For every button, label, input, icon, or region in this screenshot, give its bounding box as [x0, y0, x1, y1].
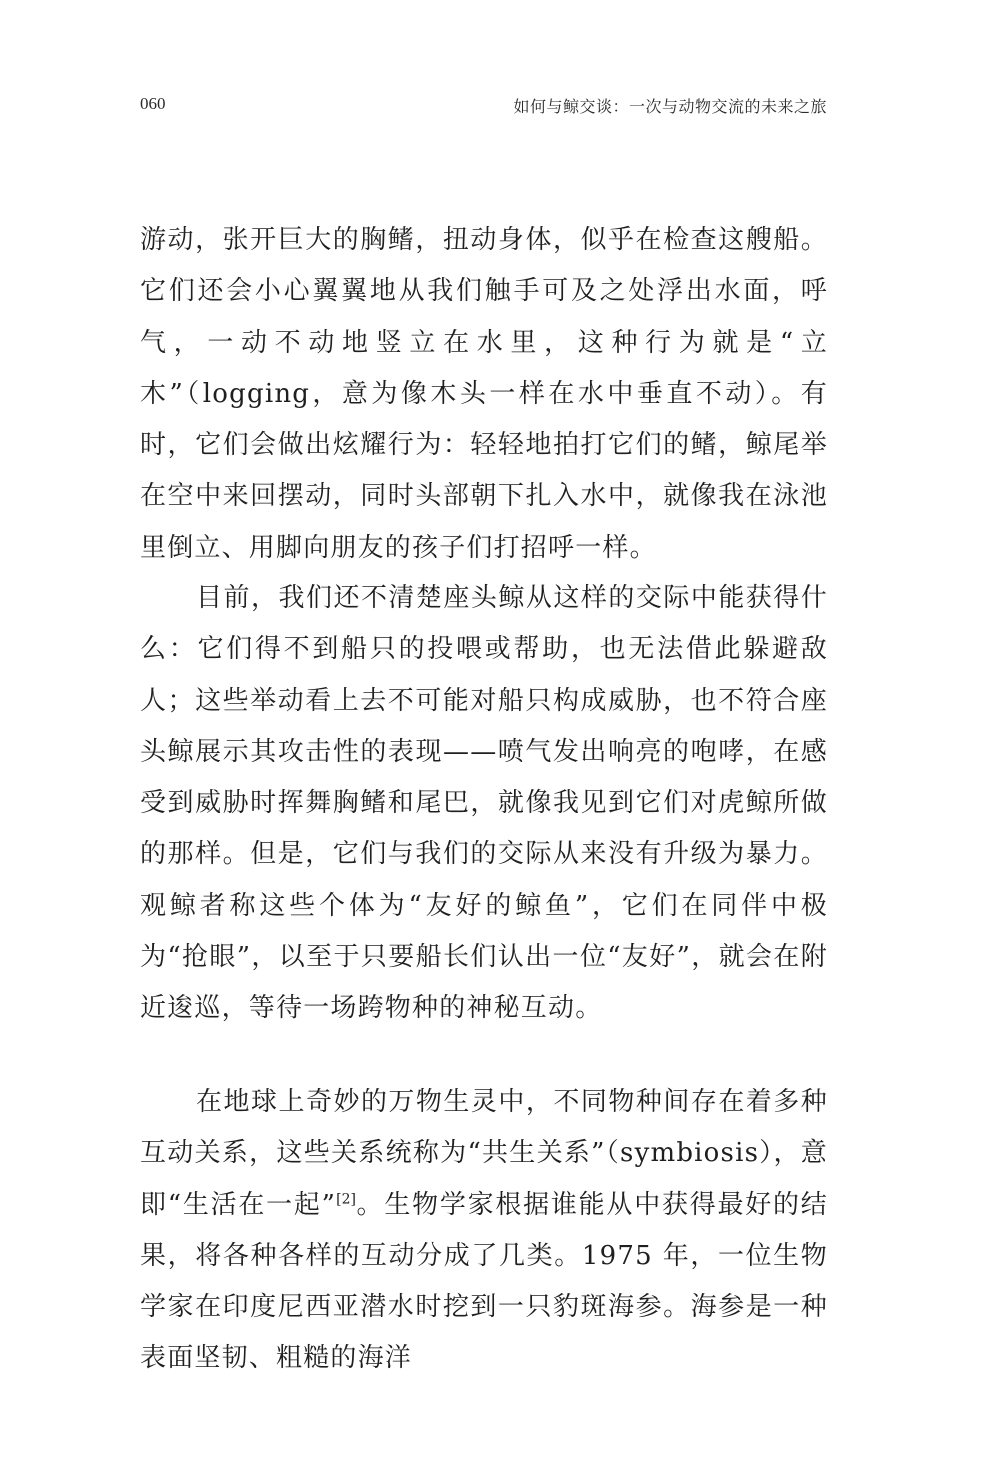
paragraph-3: [140, 1077, 828, 1385]
paragraph-1: [140, 215, 828, 574]
paragraph-3-text-a: 在地球上奇妙的万物生灵中，不同物种间存在着多种互动关系，这些关系统称为“共生关系”（symbiosis），意即“生活在一起”: [140, 1087, 828, 1220]
book-title: 如何与鲸交谈：一次与动物交流的未来之旅: [513, 97, 827, 116]
footnote-reference[interactable]: [2]: [336, 1190, 356, 1207]
paragraph-2: [140, 573, 828, 1035]
page-number: 060: [140, 94, 166, 113]
paragraph-3-text-b: 。生物学家根据谁能从中获得最好的结果，将各种各样的互动分成了几类。1975 年，一位生物学家在印度尼西亚潜水时挖到一只豹斑海参。海参是一种表面坚韧、粗糙的海洋: [140, 1189, 828, 1374]
paragraph-2-text: 目前，我们还不清楚座头鲸从这样的交际中能获得什么：它们得不到船只的投喂或帮助，也无法借此躲避敌人；这些举动看上去不可能对船只构成威胁，也不符合座头鲸展示其攻击性的表现——喷气发出响亮的咆哮，在感受到威胁时挥舞胸鳍和尾巴，就像我见到它们对虎鲸所做的那样。但是，它们与我们的交际从来没有升级为暴力。观鲸者称这些个体为“友好的鲸鱼”，它们在同伴中极为“抢眼”，以至于只要船长们认出一位“友好”，就会在附近逡巡，等待一场跨物种的神秘互动。: [140, 583, 828, 1024]
paragraph-1-text: 游动，张开巨大的胸鳍，扭动身体，似乎在检查这艘船。它们还会小心翼翼地从我们触手可及之处浮出水面，呼气，一动不动地竖立在水里，这种行为就是“立木”（logging，意为像木头一样在水中垂直不动）。有时，它们会做出炫耀行为：轻轻地拍打它们的鳍，鲸尾举在空中来回摆动，同时头部朝下扎入水中，就像我在泳池里倒立、用脚向朋友的孩子们打招呼一样。: [140, 225, 828, 563]
paragraph-3-text: [140, 1077, 828, 1385]
running-header: [140, 94, 827, 118]
